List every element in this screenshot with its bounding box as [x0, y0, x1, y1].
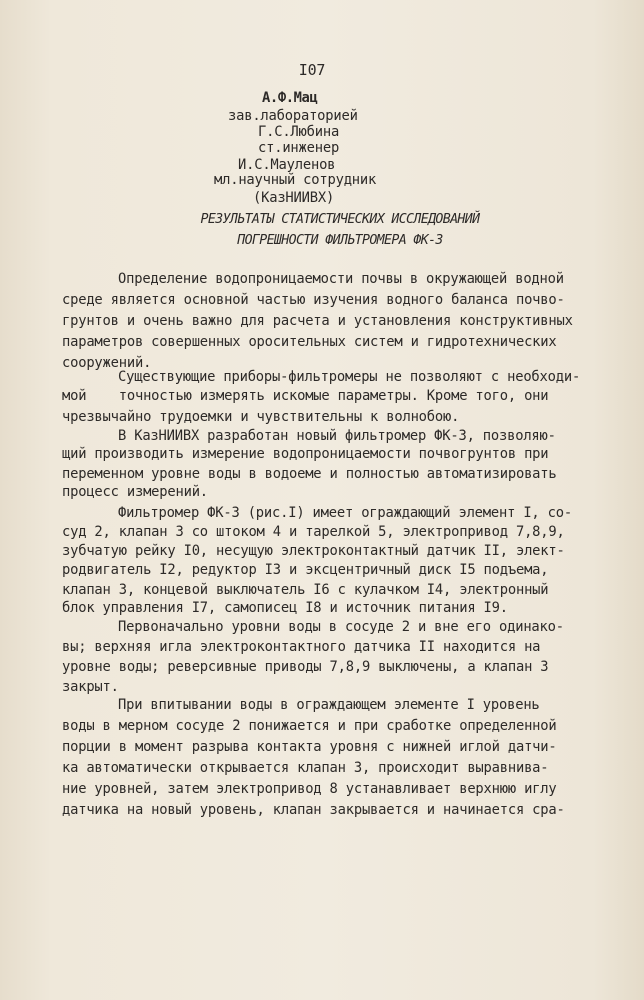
p6-line-2: воды в мерном сосуде 2 понижается и при сработке определенной [62, 718, 557, 734]
p5-line-2: вы; верхняя игла электроконтактного датчика II находится на [62, 639, 541, 655]
p1-line-1: Определение водопроницаемости почвы в окружающей водной [118, 271, 564, 287]
author-2-name: Г.С.Любина [258, 124, 340, 140]
p2-line-3: чрезвычайно трудоемки и чувствительны к волнобою. [62, 409, 460, 425]
p5-line-3: уровне воды; реверсивные приводы 7,8,9 выключены, а клапан 3 [62, 659, 549, 675]
p6-line-4: ка автоматически открывается клапан 3, происходит выравнива- [62, 760, 549, 776]
p1-line-3: грунтов и очень важно для расчета и установления конструктивных [62, 313, 573, 329]
p6-line-5: ние уровней, затем электропривод 8 устанавливает верхнюю иглу [62, 781, 557, 797]
p4-line-2: суд 2, клапан 3 со штоком 4 и тарелкой 5, электропривод 7,8,9, [62, 524, 565, 540]
author-1-position: зав.лабораторией [228, 108, 358, 124]
author-3-name: И.С.Мауленов [238, 157, 336, 173]
p4-line-5: клапан 3, концевой выключатель I6 с кулачком I4, электронный [62, 582, 549, 598]
p3-line-1: В КазНИИВХ разработан новый фильтромер ФК-3, позволяю- [118, 428, 556, 444]
p6-line-1: При впитывании воды в ограждающем элементе I уровень [118, 697, 540, 713]
p4-line-6: блок управления I7, самописец I8 и источник питания I9. [62, 600, 508, 616]
page-number: I07 [298, 61, 326, 79]
title-line-1: РЕЗУЛЬТАТЫ СТАТИСТИЧЕСКИХ ИССЛЕДОВАНИЙ [200, 212, 480, 227]
p3-line-2: щий производить измерение водопроницаемости почвогрунтов при [62, 446, 549, 462]
p6-line-3: порции в момент разрыва контакта уровня с нижней иглой датчи- [62, 739, 557, 755]
p4-line-4: родвигатель I2, редуктор I3 и эксцентричный диск I5 подъема, [62, 562, 549, 578]
p4-line-3: зубчатую рейку I0, несущую электроконтактный датчик II, элект- [62, 543, 565, 559]
p5-line-4: закрыт. [62, 679, 119, 695]
p1-line-4: параметров совершенных оросительных систем и гидротехнических [62, 334, 557, 350]
author-3-position: мл.научный сотрудник [214, 172, 377, 188]
p3-line-3: переменном уровне воды в водоеме и полностью автоматизировать [62, 466, 557, 482]
p1-line-2: среде является основной частью изучения водного баланса почво- [62, 292, 565, 308]
p1-line-5: сооружений. [62, 355, 152, 371]
p4-line-1: Фильтромер ФК-3 (рис.I) имеет ограждающий элемент I, со- [118, 505, 572, 521]
institution: (КазНИИВХ) [253, 190, 335, 206]
p5-line-1: Первоначально уровни воды в сосуде 2 и вне его одинако- [118, 619, 564, 635]
title-line-2: ПОГРЕШНОСТИ ФИЛЬТРОМЕРА ФК-3 [237, 233, 443, 248]
p2-line-2: мой точностью измерять искомые параметры. Кроме того, они [62, 388, 549, 404]
author-2-position: ст.инженер [258, 140, 340, 156]
p3-line-4: процесс измерений. [62, 484, 208, 500]
p2-line-1: Существующие приборы-фильтромеры не позволяют с необходи- [118, 369, 581, 385]
author-1-name: А.Ф.Мац [262, 90, 318, 106]
p6-line-6: датчика на новый уровень, клапан закрывается и начинается сра- [62, 802, 565, 818]
